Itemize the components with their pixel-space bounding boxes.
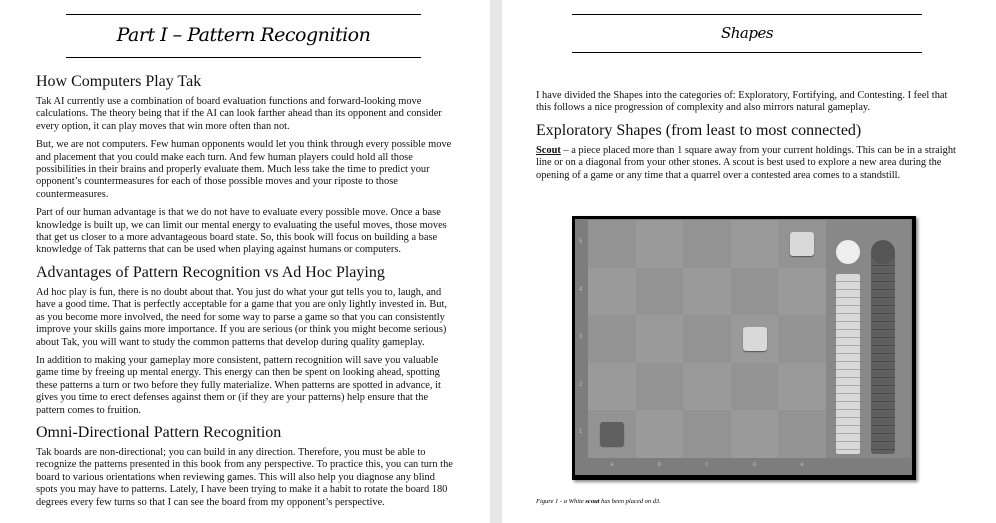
rank-label: 5 bbox=[579, 239, 583, 245]
board-square-b3[interactable] bbox=[636, 315, 684, 363]
paragraph[interactable]: Ad hoc play is fun, there is no doubt about that. You just do what your gut tells you to, laugh, and have a good time. That is perfectly acceptable for a game that you are only lightly invested in. But, as you become more involved, the need for some way to parse a game so that you can consistently improve your skills gains more importance. If you are serious (or think you might become serious) about Tak, you will want to study the common patterns that develop during quality gameplay. bbox=[36, 286, 447, 348]
board-square-c5[interactable] bbox=[683, 220, 731, 268]
document-page-2 bbox=[502, 0, 996, 523]
page-1-body bbox=[36, 72, 458, 515]
caption-text: has been placed on d3. bbox=[599, 498, 661, 505]
board-square-a5[interactable] bbox=[588, 220, 636, 268]
page-title[interactable]: Part I – Pattern Recognition bbox=[116, 24, 371, 46]
tak-board-figure[interactable] bbox=[572, 216, 916, 480]
paragraph[interactable]: Tak AI currently use a combination of board evaluation functions and forward-looking move calculations. The theory being that if the AI can look farther ahead than its opponent and consider every option, it can play moves that win more often than not. bbox=[36, 96, 442, 132]
board-square-e3[interactable] bbox=[778, 315, 826, 363]
file-label: c bbox=[705, 462, 709, 468]
scout-definition: – a piece placed more than 1 square away from your current holdings. This can be in a straight line or on a diagonal from your other stones. A scout is best used to explore a new area during the opening of a game or any time that a quarrel over a contested area comes to a standstill. bbox=[536, 144, 956, 181]
figure-caption[interactable] bbox=[536, 498, 661, 505]
paragraph[interactable]: Part of our human advantage is that we do not have to evaluate every possible move. Once a base knowledge is built up, we can limit our mental energy to evaluating the useful moves, those moves that get us closer to a more advantageous board state. So, this book will focus on building a base knowledge of Tak patterns that can be used when playing against humans or computers. bbox=[36, 207, 447, 256]
caption-bold: scout bbox=[585, 498, 600, 505]
rank-label: 4 bbox=[579, 286, 583, 293]
file-label: d bbox=[752, 462, 757, 468]
board-square-d4[interactable] bbox=[731, 268, 779, 316]
section-heading[interactable]: Exploratory Shapes (from least to most connected) bbox=[536, 121, 862, 139]
board-area bbox=[575, 219, 912, 475]
black-stone-a1[interactable] bbox=[600, 422, 624, 446]
paragraph[interactable]: But, we are not computers. Few human opponents would let you think through every possible move and placement that you could make each turn. And few human players could hold all those possibilities in their brains and properly evaluate them. Much less take the time to predict your opponent’s countermeasures for each of those possible moves and your riposte to those countermeasures. bbox=[36, 139, 452, 200]
paragraph[interactable]: Tak boards are non-directional; you can build in any direction. Therefore, you must be able to recognize the patterns presented in this book from any perspective. To practice this, you can turn the board to various orientations when reviewing games. This will also help you diagnose any blind spots you may have to patterns. Lately, I have been trying to make it a habit to rotate the board 180 degrees every few turns so that I can see the board from my opponent’s perspective. bbox=[36, 446, 453, 508]
header-rule bbox=[572, 52, 922, 53]
section-heading[interactable]: How Computers Play Tak bbox=[36, 73, 202, 90]
file-label: b bbox=[657, 462, 661, 468]
section-heading[interactable]: Advantages of Pattern Recognition vs Ad Hoc Playing bbox=[36, 263, 385, 281]
paragraph[interactable]: In addition to making your gameplay more consistent, pattern recognition will save you valuable game time by freeing up mental energy. This energy can then be spent on looking ahead, spotting these patterns a turn or two before they fully materialize. When patterns are spotted in advance, it gives you time to erect defenses against them or (if they are your patterns) help ensure that the pattern comes to fruition. bbox=[36, 354, 441, 416]
file-label: a bbox=[610, 462, 614, 468]
board-square-d5[interactable] bbox=[731, 220, 779, 268]
white-stone-d3[interactable] bbox=[743, 327, 767, 351]
white-reserve-stack bbox=[836, 274, 860, 454]
board-square-a3[interactable] bbox=[588, 315, 636, 363]
board-square-a2[interactable] bbox=[588, 363, 636, 411]
board-square-a4[interactable] bbox=[588, 268, 636, 316]
reserve-area bbox=[826, 220, 911, 458]
board-square-c3[interactable] bbox=[683, 315, 731, 363]
board-square-b5[interactable] bbox=[636, 220, 684, 268]
black-capstone bbox=[871, 240, 895, 264]
rank-label: 1 bbox=[579, 429, 583, 436]
rank-label: 3 bbox=[579, 334, 583, 341]
rank-label: 2 bbox=[579, 381, 583, 388]
black-reserve-stack bbox=[871, 250, 895, 454]
section-heading[interactable]: Omni-Directional Pattern Recognition bbox=[36, 423, 282, 441]
header-rule bbox=[66, 57, 421, 58]
header-rule bbox=[66, 14, 421, 15]
paragraph[interactable] bbox=[536, 145, 962, 182]
file-label: e bbox=[800, 462, 804, 468]
board-square-c4[interactable] bbox=[683, 268, 731, 316]
caption-text: Figure 1 - a White bbox=[536, 498, 586, 505]
board-grid bbox=[588, 220, 826, 458]
term-scout: Scout bbox=[536, 144, 561, 156]
page-title[interactable]: Shapes bbox=[720, 24, 774, 42]
board-square-c1[interactable] bbox=[683, 410, 731, 458]
board-square-e2[interactable] bbox=[778, 363, 826, 411]
board-square-b4[interactable] bbox=[636, 268, 684, 316]
board-square-d2[interactable] bbox=[731, 363, 779, 411]
header-rule bbox=[572, 14, 922, 15]
board-square-e4[interactable] bbox=[778, 268, 826, 316]
board-square-e1[interactable] bbox=[778, 410, 826, 458]
document-page-1 bbox=[0, 0, 490, 523]
white-capstone bbox=[836, 240, 860, 264]
board-square-d1[interactable] bbox=[731, 410, 779, 458]
page-2-body bbox=[536, 90, 962, 188]
board-square-b2[interactable] bbox=[636, 363, 684, 411]
board-square-c2[interactable] bbox=[683, 363, 731, 411]
paragraph[interactable]: I have divided the Shapes into the categories of: Exploratory, Fortifying, and Contesting. I feel that this follows a nice progression of complexity and also mirrors natural gameplay. bbox=[536, 90, 948, 114]
white-stone-e5[interactable] bbox=[790, 232, 814, 256]
board-square-b1[interactable] bbox=[636, 410, 684, 458]
